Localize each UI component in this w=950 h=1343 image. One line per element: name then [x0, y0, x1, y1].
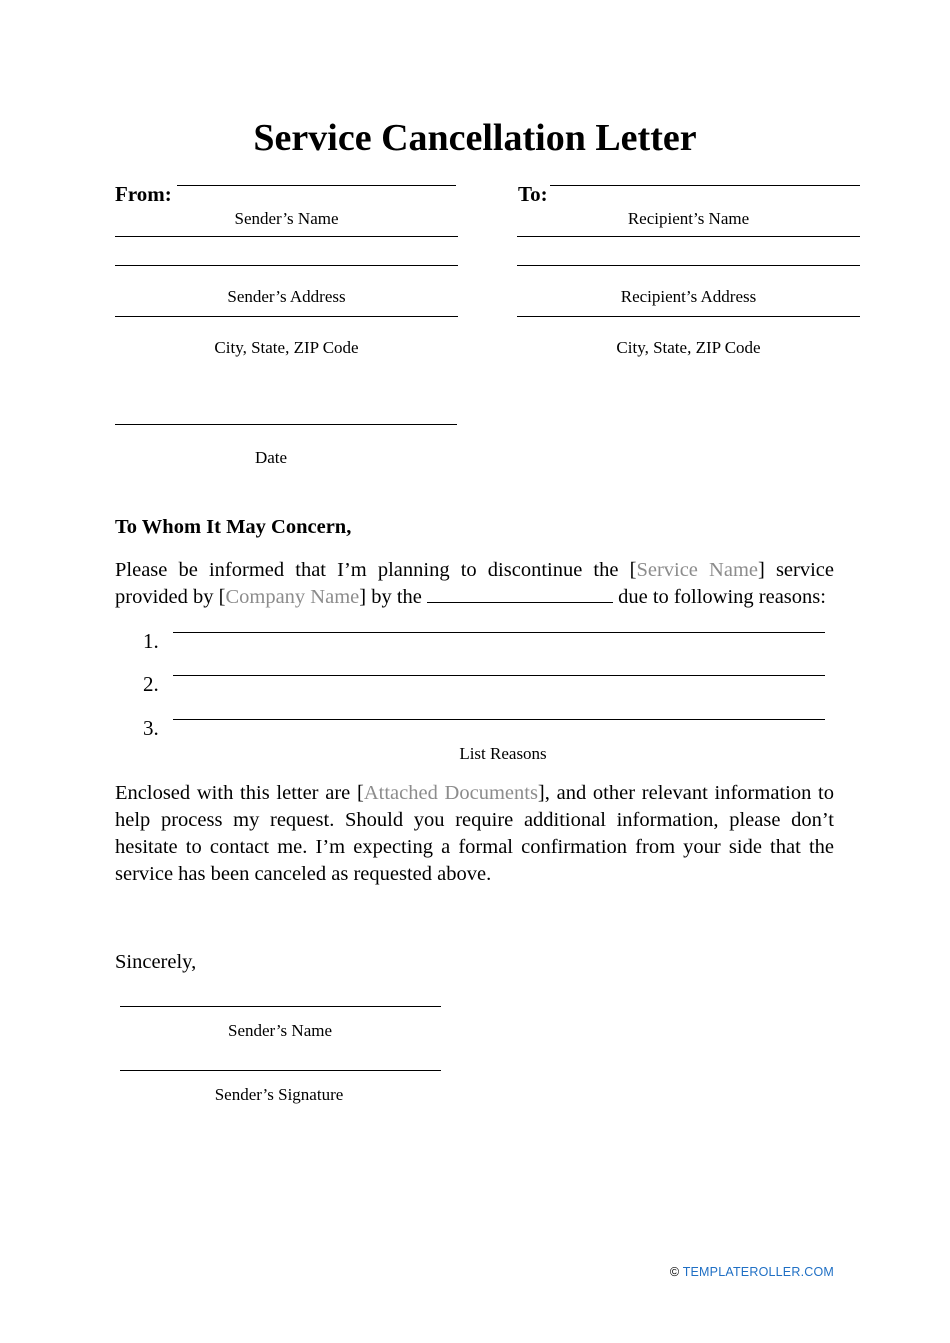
- recipient-address-line-1[interactable]: [517, 236, 860, 237]
- signature-name-line[interactable]: [120, 1006, 441, 1007]
- reason-line-2[interactable]: [173, 675, 825, 676]
- sender-name-caption: Sender’s Name: [234, 209, 339, 228]
- document-title: Service Cancellation Letter: [253, 117, 697, 159]
- recipient-address-line-2[interactable]: [517, 265, 860, 266]
- reason-number-3: 3.: [143, 716, 159, 740]
- sender-address-line-1[interactable]: [115, 236, 458, 237]
- service-name-placeholder[interactable]: Service Name: [636, 559, 758, 581]
- date-line[interactable]: [115, 424, 457, 425]
- recipient-city-caption: City, State, ZIP Code: [616, 338, 761, 357]
- enclosed-paragraph: Enclosed with this letter are [Attached Documents], and other relevant information to help process my request. Should you require additional information, please don’t hesitate to contact me. I’m expecting a formal confirmation from your side that the service has been canceled as requested above.: [115, 782, 834, 885]
- reason-line-1[interactable]: [173, 632, 825, 633]
- sender-address-line-2[interactable]: [115, 265, 458, 266]
- recipient-city-line[interactable]: [517, 316, 860, 317]
- recipient-address-caption: Recipient’s Address: [620, 287, 757, 306]
- recipient-name-caption: Recipient’s Name: [627, 209, 750, 228]
- sender-city-line[interactable]: [115, 316, 458, 317]
- reason-number-1: 1.: [143, 629, 159, 653]
- from-label: From:: [115, 182, 172, 206]
- signature-caption: Sender’s Signature: [214, 1085, 344, 1104]
- attached-documents-placeholder[interactable]: Attached Documents: [363, 782, 538, 804]
- sender-city-caption: City, State, ZIP Code: [214, 338, 359, 357]
- reason-line-3[interactable]: [173, 719, 825, 720]
- date-caption: Date: [254, 448, 288, 467]
- signature-line[interactable]: [120, 1070, 441, 1071]
- date-blank[interactable]: [427, 584, 613, 603]
- footer-credit: [670, 1265, 834, 1279]
- sender-name-line[interactable]: [177, 185, 456, 186]
- recipient-name-line[interactable]: [550, 185, 860, 186]
- reason-number-2: 2.: [143, 672, 159, 696]
- copyright-symbol: ©: [669, 1265, 680, 1279]
- company-name-placeholder[interactable]: Company Name: [225, 586, 360, 608]
- footer-site-link[interactable]: TEMPLATEROLLER.COM: [682, 1265, 834, 1279]
- sender-address-caption: Sender’s Address: [227, 287, 346, 306]
- salutation: To Whom It May Concern,: [115, 516, 352, 538]
- intro-paragraph: Please be informed that I’m planning to discontinue the [Service Name] service provided by [Company Name] by the due to following reasons:: [115, 559, 835, 608]
- to-label: To:: [518, 182, 548, 206]
- closing: Sincerely,: [115, 951, 197, 973]
- reasons-caption: List Reasons: [459, 744, 547, 763]
- signature-name-caption: Sender’s Name: [227, 1021, 333, 1040]
